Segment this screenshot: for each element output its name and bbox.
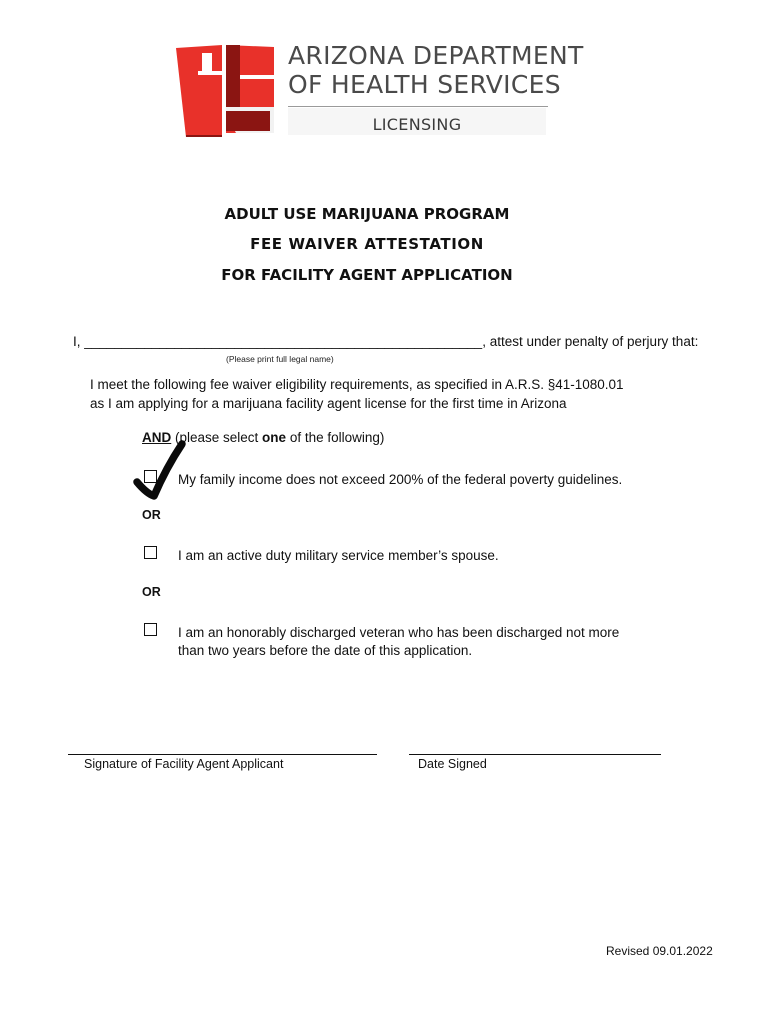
attestation-statement xyxy=(73,334,698,349)
one-word: one xyxy=(262,430,287,445)
document-title-line-1: ADULT USE MARIJUANA PROGRAM xyxy=(224,205,510,223)
or-separator: OR xyxy=(142,585,161,599)
handwritten-checkmark-icon xyxy=(128,436,194,504)
signature-line[interactable] xyxy=(68,754,377,755)
option-veteran-label-line-1: I am an honorably discharged veteran who has been discharged not more xyxy=(178,625,620,640)
applicant-name-field[interactable]: _____________________________________________________ xyxy=(84,334,483,349)
division-label: LICENSING xyxy=(288,108,546,135)
attestation-suffix: , attest under penalty of perjury that: xyxy=(482,334,699,349)
attestation-prefix: I, xyxy=(73,334,85,349)
document-title-line-3: FOR FACILITY AGENT APPLICATION xyxy=(221,266,513,284)
and-word: AND xyxy=(142,430,172,445)
signature-label: Signature of Facility Agent Applicant xyxy=(84,757,284,771)
date-signed-label: Date Signed xyxy=(418,757,487,771)
checkbox-icon[interactable] xyxy=(144,546,157,559)
adhs-logo-icon xyxy=(176,45,274,137)
document-title-line-2: FEE WAIVER ATTESTATION xyxy=(250,235,484,253)
logo-divider xyxy=(288,106,548,107)
option-veteran-label-line-2: than two years before the date of this application. xyxy=(178,643,473,658)
checkbox-icon[interactable] xyxy=(144,623,157,636)
eligibility-text-line-1: I meet the following fee waiver eligibility requirements, as specified in A.R.S. §41-1080.01 xyxy=(90,377,624,392)
agency-name-line-2: OF HEALTH SERVICES xyxy=(288,70,561,99)
option-military-spouse-label: I am an active duty military service member’s spouse. xyxy=(178,548,499,563)
eligibility-text-line-2: as I am applying for a marijuana facility agent license for the first time in Arizona xyxy=(90,396,567,411)
option-income-label: My family income does not exceed 200% of the federal poverty guidelines. xyxy=(178,472,623,487)
agency-name-line-1: ARIZONA DEPARTMENT xyxy=(288,41,584,70)
or-separator: OR xyxy=(142,508,161,522)
revision-date: Revised 09.01.2022 xyxy=(606,944,713,958)
agency-name xyxy=(288,41,584,99)
name-field-hint: (Please print full legal name) xyxy=(226,354,334,364)
selection-text-before: (please select xyxy=(171,430,263,445)
date-signed-line[interactable] xyxy=(409,754,661,755)
selection-text-after: of the following) xyxy=(286,430,385,445)
